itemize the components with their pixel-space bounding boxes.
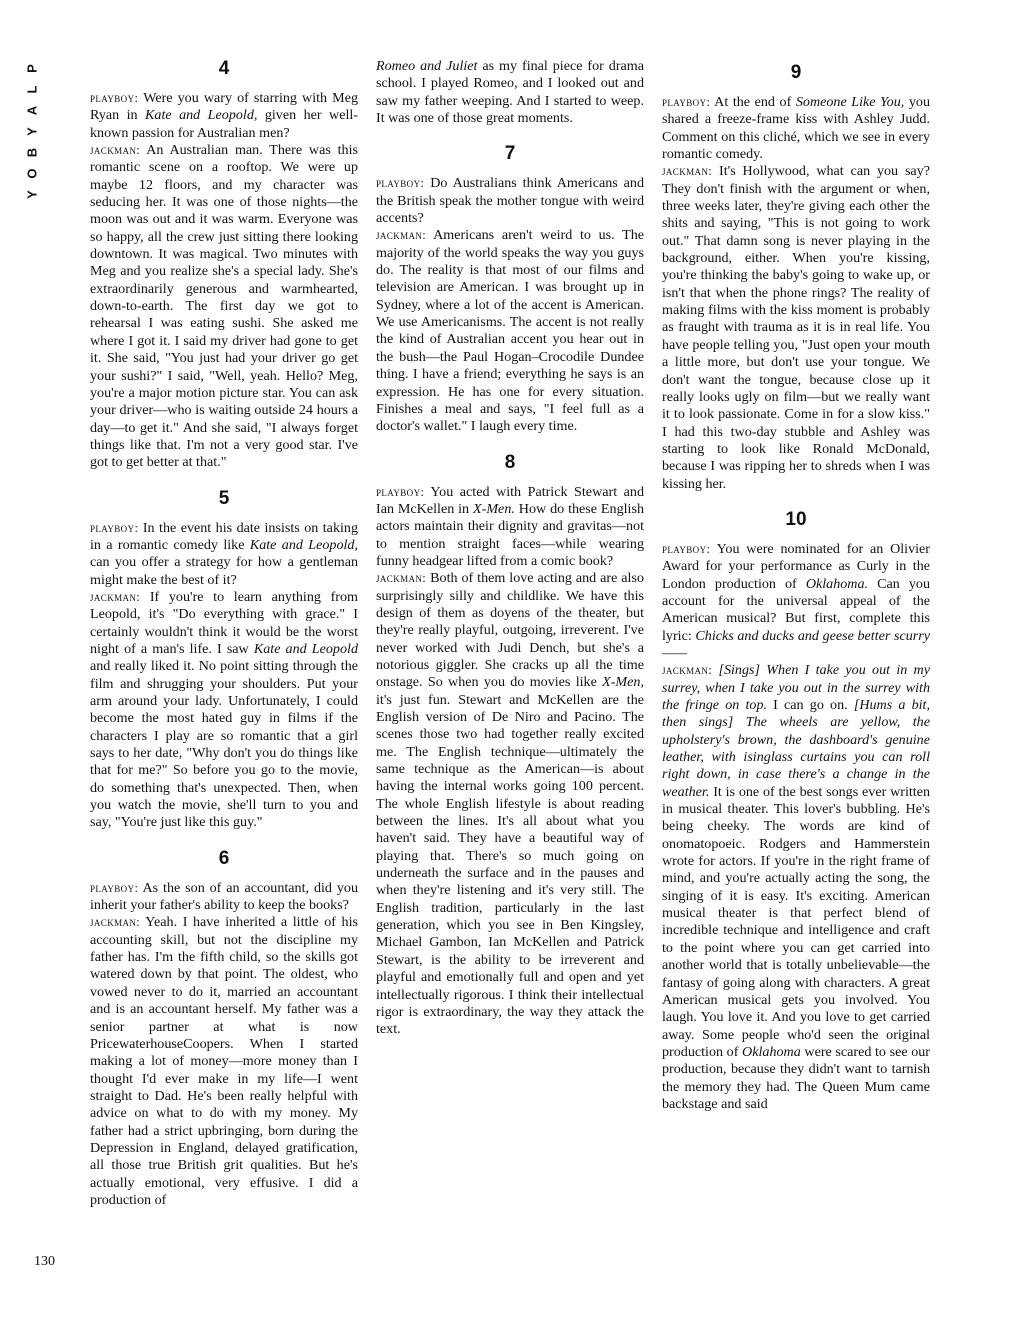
speaker-label: playboy: [376, 484, 425, 499]
question-number: 6 [218, 847, 230, 869]
question: playboy: In the event his date insists on taking in a romantic comedy like Kate and Leopold, can you offer a strategy for how a gentleman might make the best of it? [90, 519, 358, 588]
speaker-label: jackman: [376, 228, 427, 243]
magazine-letter: Y [24, 190, 40, 199]
speaker-label: jackman: [90, 589, 141, 604]
question-number: 8 [504, 451, 516, 473]
speaker-label: playboy: [662, 541, 711, 556]
answer: jackman: Yeah. I have inherited a little of his accounting skill, but not the discipline my father has. I'm the fifth child, so the skills got watered down by that point. The oldest, who vowed never to do it, married an accountant and is an accountant herself. My father was a senior partner at what is now PricewaterhouseCoopers. When I started making a lot of money—more money than I thought I'd ever make in my life—I went straight to Dad. He's been really helpful with advice on what to do with my money. My father had a strict upbringing, born during the Depression in England, delayed gratification, all those true British grit qualities. But he's actually emotional, very effusive. I did a production of [90, 914, 358, 1208]
speaker-label: jackman: [376, 571, 427, 586]
vertical-magazine-name [20, 58, 44, 205]
speaker-label: playboy: [90, 520, 139, 535]
column-1 [90, 58, 358, 1209]
answer: jackman: If you're to learn anything from Leopold, it's "Do everything with grace." I certainly wouldn't think it would be the worst night of a man's life. I saw Kate and Leopold and really liked it. No point sitting through the film and shrugging your shoulders. Put your arm around your lady. Unfortunately, I could become the most hated guy in films if the characters I play are so romantic that a girl says to her date, "Why don't you do things like that for me?" So before you go to the movie, do something that's unexpected. Then, when you watch the movie, she'll turn to you and say, "You're just like this guy." [90, 588, 358, 831]
question: playboy: Were you wary of starring with Meg Ryan in Kate and Leopold, given her well-known passion for Australian men? [90, 90, 358, 141]
question: playboy: You acted with Patrick Stewart and Ian McKellen in X-Men. How do these English actors maintain their dignity and gravitas—not to mention straight faces—while wearing funny headgear lifted from a comic book? [376, 483, 644, 569]
answer: jackman: Both of them love acting and are also surprisingly silly and childlike. We have this design of them as doyens of the theater, but they're really playful, outgoing, irreverent. I've never worked with Judi Dench, but she's a notorious giggler. She cracks up all the time onstage. So when you do movies like X-Men, it's just fun. Stewart and McKellen are the English version of De Niro and Pacino. The scenes those two had together really excited me. The English technique—ultimately the same technique as the American—is about having the internal works going 100 percent. The whole English lifestyle is about reading between the lines. It's all about what you haven't said. They have a beautiful way of playing that. There's so much going on underneath the surface and in the pauses and when they're listening and it's very still. The English tradition, particularly in the last generation, which you see in Ben Kingsley, Michael Gambon, Ian McKellen and Patrick Stewart, is the ability to be irreverent and playful and emotionally full and open and yet intellectually rigorous. I think their intellectual rigor is extraordinary, the way they attack the text. [376, 570, 645, 1038]
question-number: 9 [790, 62, 802, 83]
answer: jackman: Americans aren't weird to us. The majority of the world speaks the way you guys do. The reality is that most of our films and television are American. I was brought up in Sydney, where a lot of the accent is American. We use Americanisms. The accent is not really the kind of Australian accent you hear out in the bush—the Paul Hogan–Crocodile Dundee thing. I have a friend; everything he says is an expression. He has one for every situation. Finishes a meal and says, "I feel full as a doctor's wallet." I laugh every time. [376, 227, 644, 435]
magazine-letter: L [24, 85, 40, 94]
answer: jackman: An Australian man. There was this romantic scene on a rooftop. We were up maybe 12 floors, and my character was seducing her. It was one of those nights—the moon was out and it was warm. Everyone was so happy, all the crew just sitting there looking downtown. It was magical. Two minutes with Meg and you realize she's a special lady. She's extraordinarily generous and warmhearted, down-to-earth. The first day we got to rehearsal I was eating sushi. She asked me where I got it. I said my driver had gone to get it. She said, "You just had your driver go get your sushi?" I said, "Well, yeah. Hello? Meg, you're a major motion picture star. You can ask your driver—who is waiting outside 24 hours a day—to get it." And she said, "I always forget things like that. I'm not a very good star. I've got to get better at that." [90, 142, 358, 471]
question: playboy: You were nominated for an Olivier Award for your performance as Curly in the London production of Oklahoma. Can you account for the universal appeal of the American musical? But first, complete this lyric: Chicks and ducks and geese better scurry—— [662, 540, 931, 661]
column-2 [376, 58, 644, 1039]
answer: jackman: [Sings] When I take you out in my surrey, when I take you out in the surrey with the fringe on top. I can go on. [Hums a bit, then sings] The wheels are yellow, the upholstery's brown, the dashboard's genuine leather, with isinglass curtains you can roll right down, in case there's a change in the weather. It is one of the best songs ever written in musical theater. This lover's bubbling. He's being cheeky. The words are kind of onomatopoeic. Rodgers and Hammerstein wrote for actors. If you're in the right frame of mind, and you're actually acting the song, the singing of it is easy. It's exciting. American musical theater is that perfect blend of incredible technique and intelligence and craft to the point where you can get carried into another world that is totally unbelievable—the fantasy of going along with characters. A great American musical gets you involved. You laugh. You love it. And you love to get carried away. Some people who'd seen the original production of Oklahoma were scared to see our production, because they didn't want to tarnish the memory they had. The Queen Mum came backstage and said [662, 662, 930, 1112]
page-number: 130 [34, 1254, 55, 1269]
speaker-label: playboy: [376, 176, 425, 191]
question: playboy: At the end of Someone Like You, you shared a freeze-frame kiss with Ashley Judd. Comment on this cliché, which we see in every romantic comedy. [662, 94, 931, 163]
magazine-letter: O [24, 168, 40, 179]
speaker-label: jackman: [662, 663, 713, 678]
magazine-letter: B [24, 147, 40, 158]
speaker-label: jackman: [90, 143, 141, 158]
magazine-letter: Y [24, 127, 40, 136]
speaker-label: jackman: [662, 164, 713, 179]
question-number: 4 [218, 58, 230, 79]
speaker-label: jackman: [90, 915, 141, 930]
speaker-label: playboy: [662, 95, 711, 109]
answer-continued: Romeo and Juliet as my final piece for drama school. I played Romeo, and I looked out and saw my father weeping. And I started to weep. It was one of those great moments. [376, 58, 644, 127]
question: playboy: As the son of an accountant, did you inherit your father's ability to keep the books? [90, 879, 358, 914]
column-3 [662, 58, 930, 1113]
magazine-letter: P [24, 64, 40, 73]
question: playboy: Do Australians think Americans and the British speak the mother tongue with weird accents? [376, 175, 644, 227]
speaker-label: playboy: [90, 91, 139, 105]
magazine-letter: A [24, 105, 40, 116]
question-number: 5 [218, 487, 230, 509]
speaker-label: playboy: [90, 880, 139, 895]
question-number: 7 [504, 143, 516, 165]
question-number: 10 [785, 508, 807, 530]
answer: jackman: It's Hollywood, what can you say? They don't finish with the argument or when, three weeks later, they're giving each other the shits and saying, "This is not going to work out." That damn song is never playing in the background, either. When you're kissing, you're thinking the baby's going to wake up, or isn't that when the phone rings? The reality of making films with the kiss moment is probably as fraught with trauma as it is in real life. You have people telling you, "Just open your mouth a little more, but don't use your tongue. We don't want the tongue, because close up it really looks ugly on film—but we really want it to look passionate. Come in for a slow kiss." I had this two-day stubble and Ashley was starting to look like Ronald McDonald, because I was ripping her to shreds when I was kissing her. [662, 163, 930, 492]
